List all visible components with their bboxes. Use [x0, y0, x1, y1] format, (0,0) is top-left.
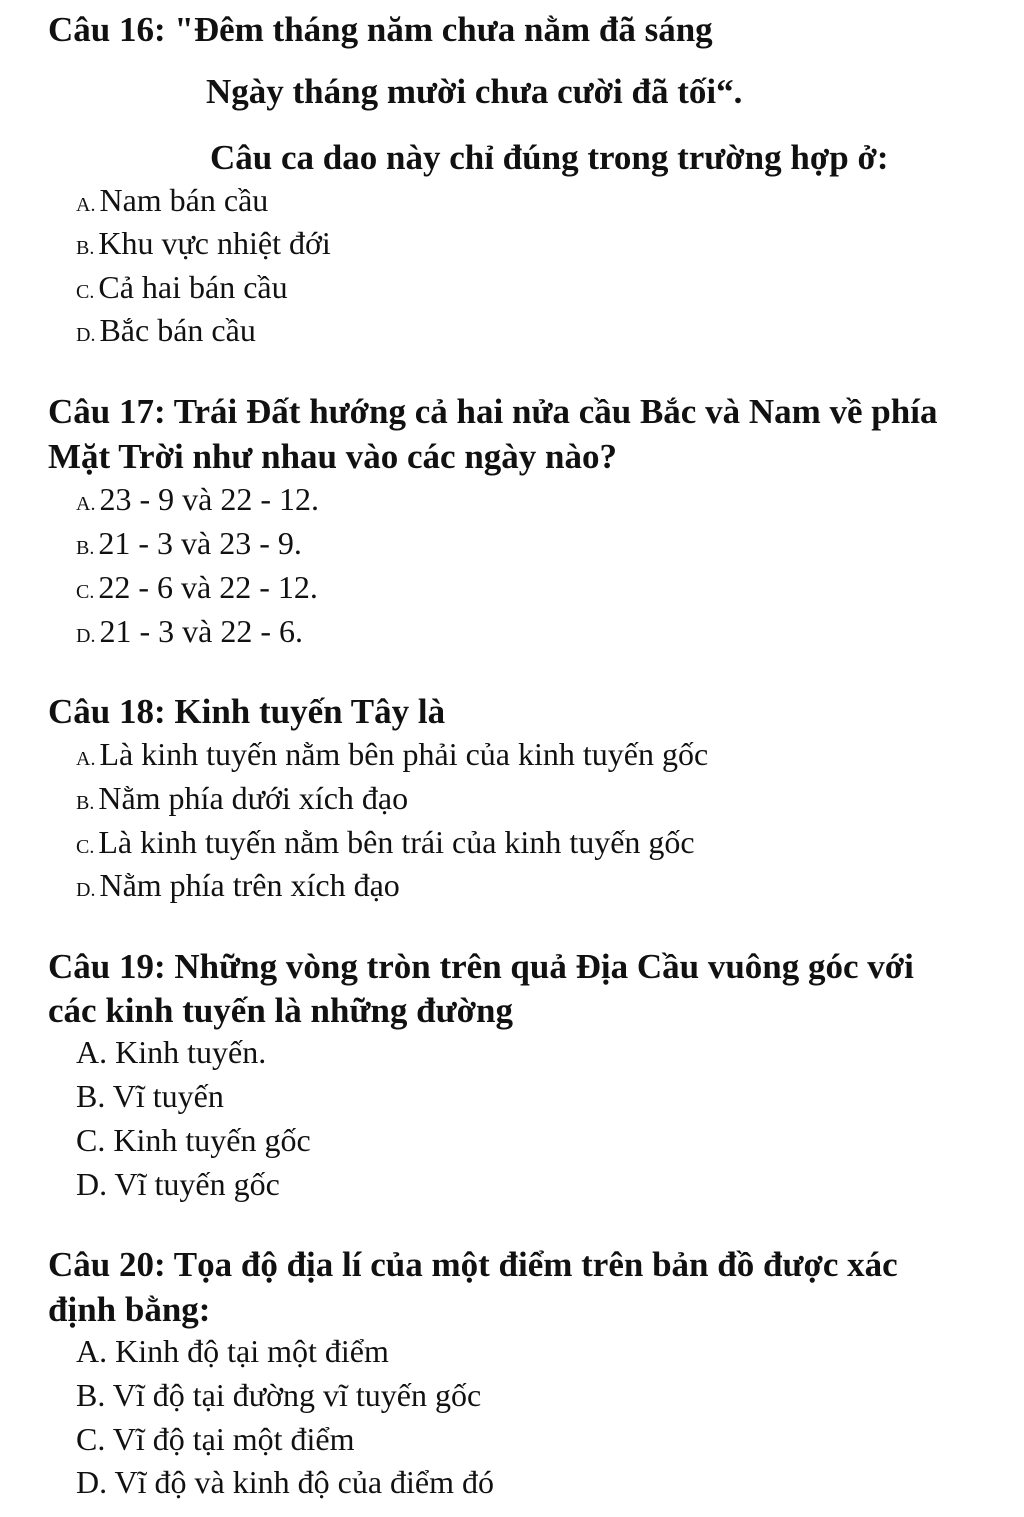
question-19-option-a: A. Kinh tuyến.: [76, 1034, 267, 1070]
option-letter: B.: [76, 237, 95, 259]
option-letter: A.: [76, 748, 96, 770]
option-letter: A.: [76, 194, 96, 216]
question-20-option-a: A. Kinh độ tại một điểm: [76, 1333, 389, 1369]
question-18-line-1: Câu 18: Kinh tuyến Tây là: [48, 692, 446, 731]
option-letter: C.: [76, 281, 95, 303]
question-16-option-c: [76, 271, 288, 303]
option-text: 22 - 6 và 22 - 12.: [98, 569, 318, 605]
option-letter: B.: [76, 792, 95, 814]
question-18-option-d: [76, 869, 400, 901]
option-text: Khu vực nhiệt đới: [98, 225, 331, 261]
option-text: Nằm phía dưới xích đạo: [98, 780, 409, 816]
question-17-option-c: [76, 571, 318, 603]
option-text: Nam bán cầu: [99, 182, 269, 218]
option-text: 21 - 3 và 22 - 6.: [99, 613, 303, 649]
option-letter: C.: [76, 581, 95, 603]
question-19-option-b: B. Vĩ tuyến: [76, 1078, 224, 1114]
question-19-line-2: các kinh tuyến là những đường: [48, 991, 513, 1030]
question-16-option-d: [76, 314, 256, 346]
option-text: Là kinh tuyến nằm bên phải của kinh tuyến gốc: [99, 736, 709, 772]
option-letter: D.: [76, 324, 96, 346]
question-19-option-d: D. Vĩ tuyến gốc: [76, 1166, 280, 1202]
question-16-option-b: [76, 227, 331, 259]
question-20-option-d: D. Vĩ độ và kinh độ của điểm đó: [76, 1464, 495, 1500]
option-text: Cả hai bán cầu: [98, 269, 288, 305]
question-20-line-2: định bằng:: [48, 1290, 211, 1329]
option-letter: A.: [76, 493, 96, 515]
option-letter: D.: [76, 879, 96, 901]
option-text: Bắc bán cầu: [99, 312, 256, 348]
option-text: Là kinh tuyến nằm bên trái của kinh tuyến gốc: [98, 824, 695, 860]
question-16-line-2: Ngày tháng mười chưa cười đã tối“.: [206, 72, 743, 111]
option-letter: D.: [76, 625, 96, 647]
question-20-option-c: C. Vĩ độ tại một điểm: [76, 1421, 355, 1457]
option-letter: B.: [76, 537, 95, 559]
question-18-option-c: [76, 826, 695, 858]
question-20-option-b: B. Vĩ độ tại đường vĩ tuyến gốc: [76, 1377, 482, 1413]
option-letter: C.: [76, 836, 95, 858]
option-text: 23 - 9 và 22 - 12.: [99, 481, 319, 517]
question-18-option-b: [76, 782, 408, 814]
question-16-option-a: [76, 184, 268, 216]
option-text: 21 - 3 và 23 - 9.: [98, 525, 302, 561]
question-17-line-1: Câu 17: Trái Đất hướng cả hai nửa cầu Bắc và Nam về phía: [48, 392, 938, 431]
question-17-option-a: [76, 483, 319, 515]
question-17-option-b: [76, 527, 302, 559]
question-16-line-1: Câu 16: "Đêm tháng năm chưa nằm đã sáng: [48, 10, 713, 49]
question-16-line-3: Câu ca dao này chỉ đúng trong trường hợp ở:: [210, 138, 889, 177]
question-19-option-c: C. Kinh tuyến gốc: [76, 1122, 311, 1158]
question-17-option-d: [76, 615, 303, 647]
question-20-line-1: Câu 20: Tọa độ địa lí của một điểm trên bản đồ được xác: [48, 1245, 898, 1284]
question-17-line-2: Mặt Trời như nhau vào các ngày nào?: [48, 437, 618, 476]
question-19-line-1: Câu 19: Những vòng tròn trên quả Địa Cầu vuông góc với: [48, 947, 914, 986]
question-18-option-a: [76, 738, 708, 770]
option-text: Nằm phía trên xích đạo: [99, 867, 400, 903]
